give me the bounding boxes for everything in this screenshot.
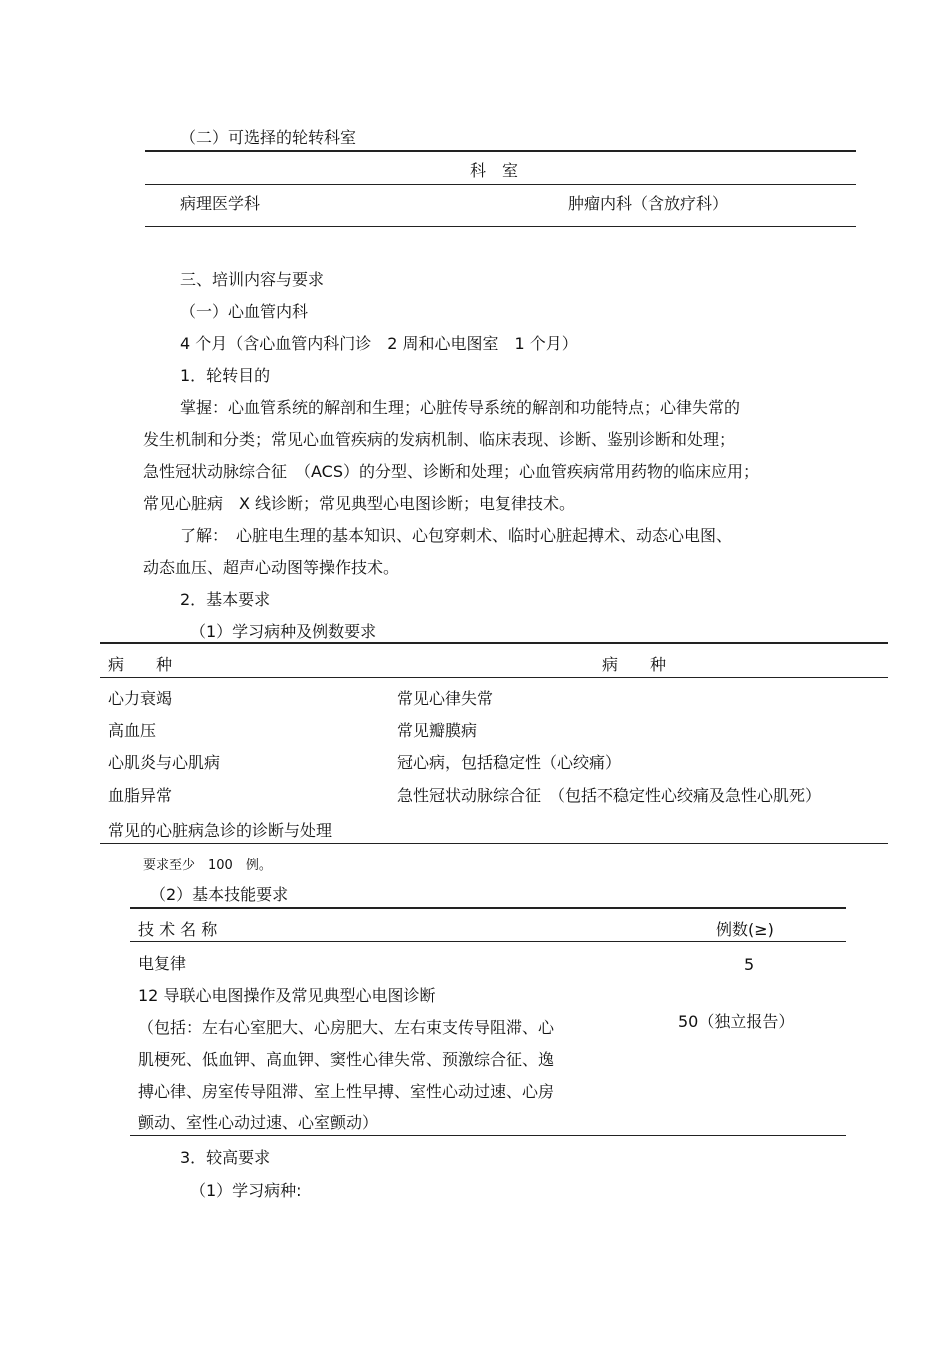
table-rule-top [145, 150, 856, 152]
skill-header-right: 例数(≥) [716, 920, 774, 939]
section-3-title: 三、培训内容与要求 [180, 270, 325, 289]
min-cases-note: 要求至少 100 例。 [143, 858, 272, 873]
understand-line: 了解： 心脏电生理的基本知识、心包穿刺术、临时心脏起搏术、动态心电图、 [180, 526, 733, 545]
skill-name: 电复律 [138, 954, 187, 973]
master-line: 掌握：心血管系统的解剖和生理；心脏传导系统的解剖和功能特点；心律失常的 [180, 398, 741, 417]
disease-cell-left: 心肌炎与心肌病 [108, 753, 221, 772]
table-rule-top [100, 642, 888, 644]
disease-cell-left: 常见的心脏病急诊的诊断与处理 [108, 821, 333, 840]
req-2-title: （2）基本技能要求 [150, 885, 289, 904]
disease-header-right: 病 种 [602, 655, 667, 674]
skill-name-line: 搏心律、房室传导阻滞、室上性早搏、室性心动过速、心房 [138, 1082, 555, 1101]
dept-right: 肿瘤内科（含放疗科） [568, 194, 729, 213]
table-rule-top [130, 907, 846, 909]
skill-name-line: （包括：左右心室肥大、心房肥大、左右束支传导阻滞、心 [138, 1018, 555, 1037]
subsection-1-title: （一）心血管内科 [180, 302, 309, 321]
req-1-title: （1）学习病种及例数要求 [190, 622, 377, 641]
dept-left: 病理医学科 [180, 194, 261, 213]
item-3-title: 3．较高要求 [180, 1148, 271, 1167]
master-line: 发生机制和分类；常见心血管疾病的发病机制、临床表现、诊断、鉴别诊断和处理； [143, 430, 736, 449]
section-2-title: （二）可选择的轮转科室 [180, 128, 357, 147]
table-rule-bottom [130, 1135, 846, 1136]
table-rule-mid [145, 184, 856, 185]
disease-cell-left: 血脂异常 [108, 786, 173, 805]
table-rule-mid [100, 677, 888, 678]
dept-table-header: 科 室 [470, 161, 519, 180]
disease-cell-left: 心力衰竭 [108, 689, 173, 708]
skill-count: 5 [744, 955, 755, 974]
table-rule-mid [130, 941, 846, 942]
master-line: 急性冠状动脉综合征 （ACS）的分型、诊断和处理；心血管疾病常用药物的临床应用； [143, 462, 759, 481]
master-line: 常见心脏病 X 线诊断；常见典型心电图诊断；电复律技术。 [143, 494, 576, 513]
skill-header-left: 技 术 名 称 [138, 920, 218, 939]
skill-name-line: 颤动、室性心动过速、心室颤动） [138, 1113, 379, 1132]
skill-name-line: 肌梗死、低血钾、高血钾、窦性心律失常、预激综合征、逸 [138, 1050, 555, 1069]
disease-cell-right: 常见心律失常 [397, 689, 494, 708]
disease-cell-right: 冠心病，包括稳定性（心绞痛） [397, 753, 622, 772]
understand-line: 动态血压、超声心动图等操作技术。 [143, 558, 400, 577]
disease-header-left: 病 种 [108, 655, 173, 674]
table-rule-bottom [145, 226, 856, 227]
item-2-title: 2．基本要求 [180, 590, 271, 609]
skill-name-line: 12 导联心电图操作及常见典型心电图诊断 [138, 986, 436, 1005]
duration-text: 4 个月（含心血管内科门诊 2 周和心电图室 1 个月） [180, 334, 578, 353]
skill-count: 50（独立报告） [678, 1012, 795, 1031]
table-rule-bottom [100, 843, 888, 844]
disease-cell-right: 急性冠状动脉综合征 （包括不稳定性心绞痛及急性心肌死） [397, 786, 822, 805]
disease-cell-left: 高血压 [108, 721, 157, 740]
req-high-1-title: （1）学习病种: [190, 1181, 302, 1200]
item-1-title: 1．轮转目的 [180, 366, 271, 385]
disease-cell-right: 常见瓣膜病 [397, 721, 478, 740]
